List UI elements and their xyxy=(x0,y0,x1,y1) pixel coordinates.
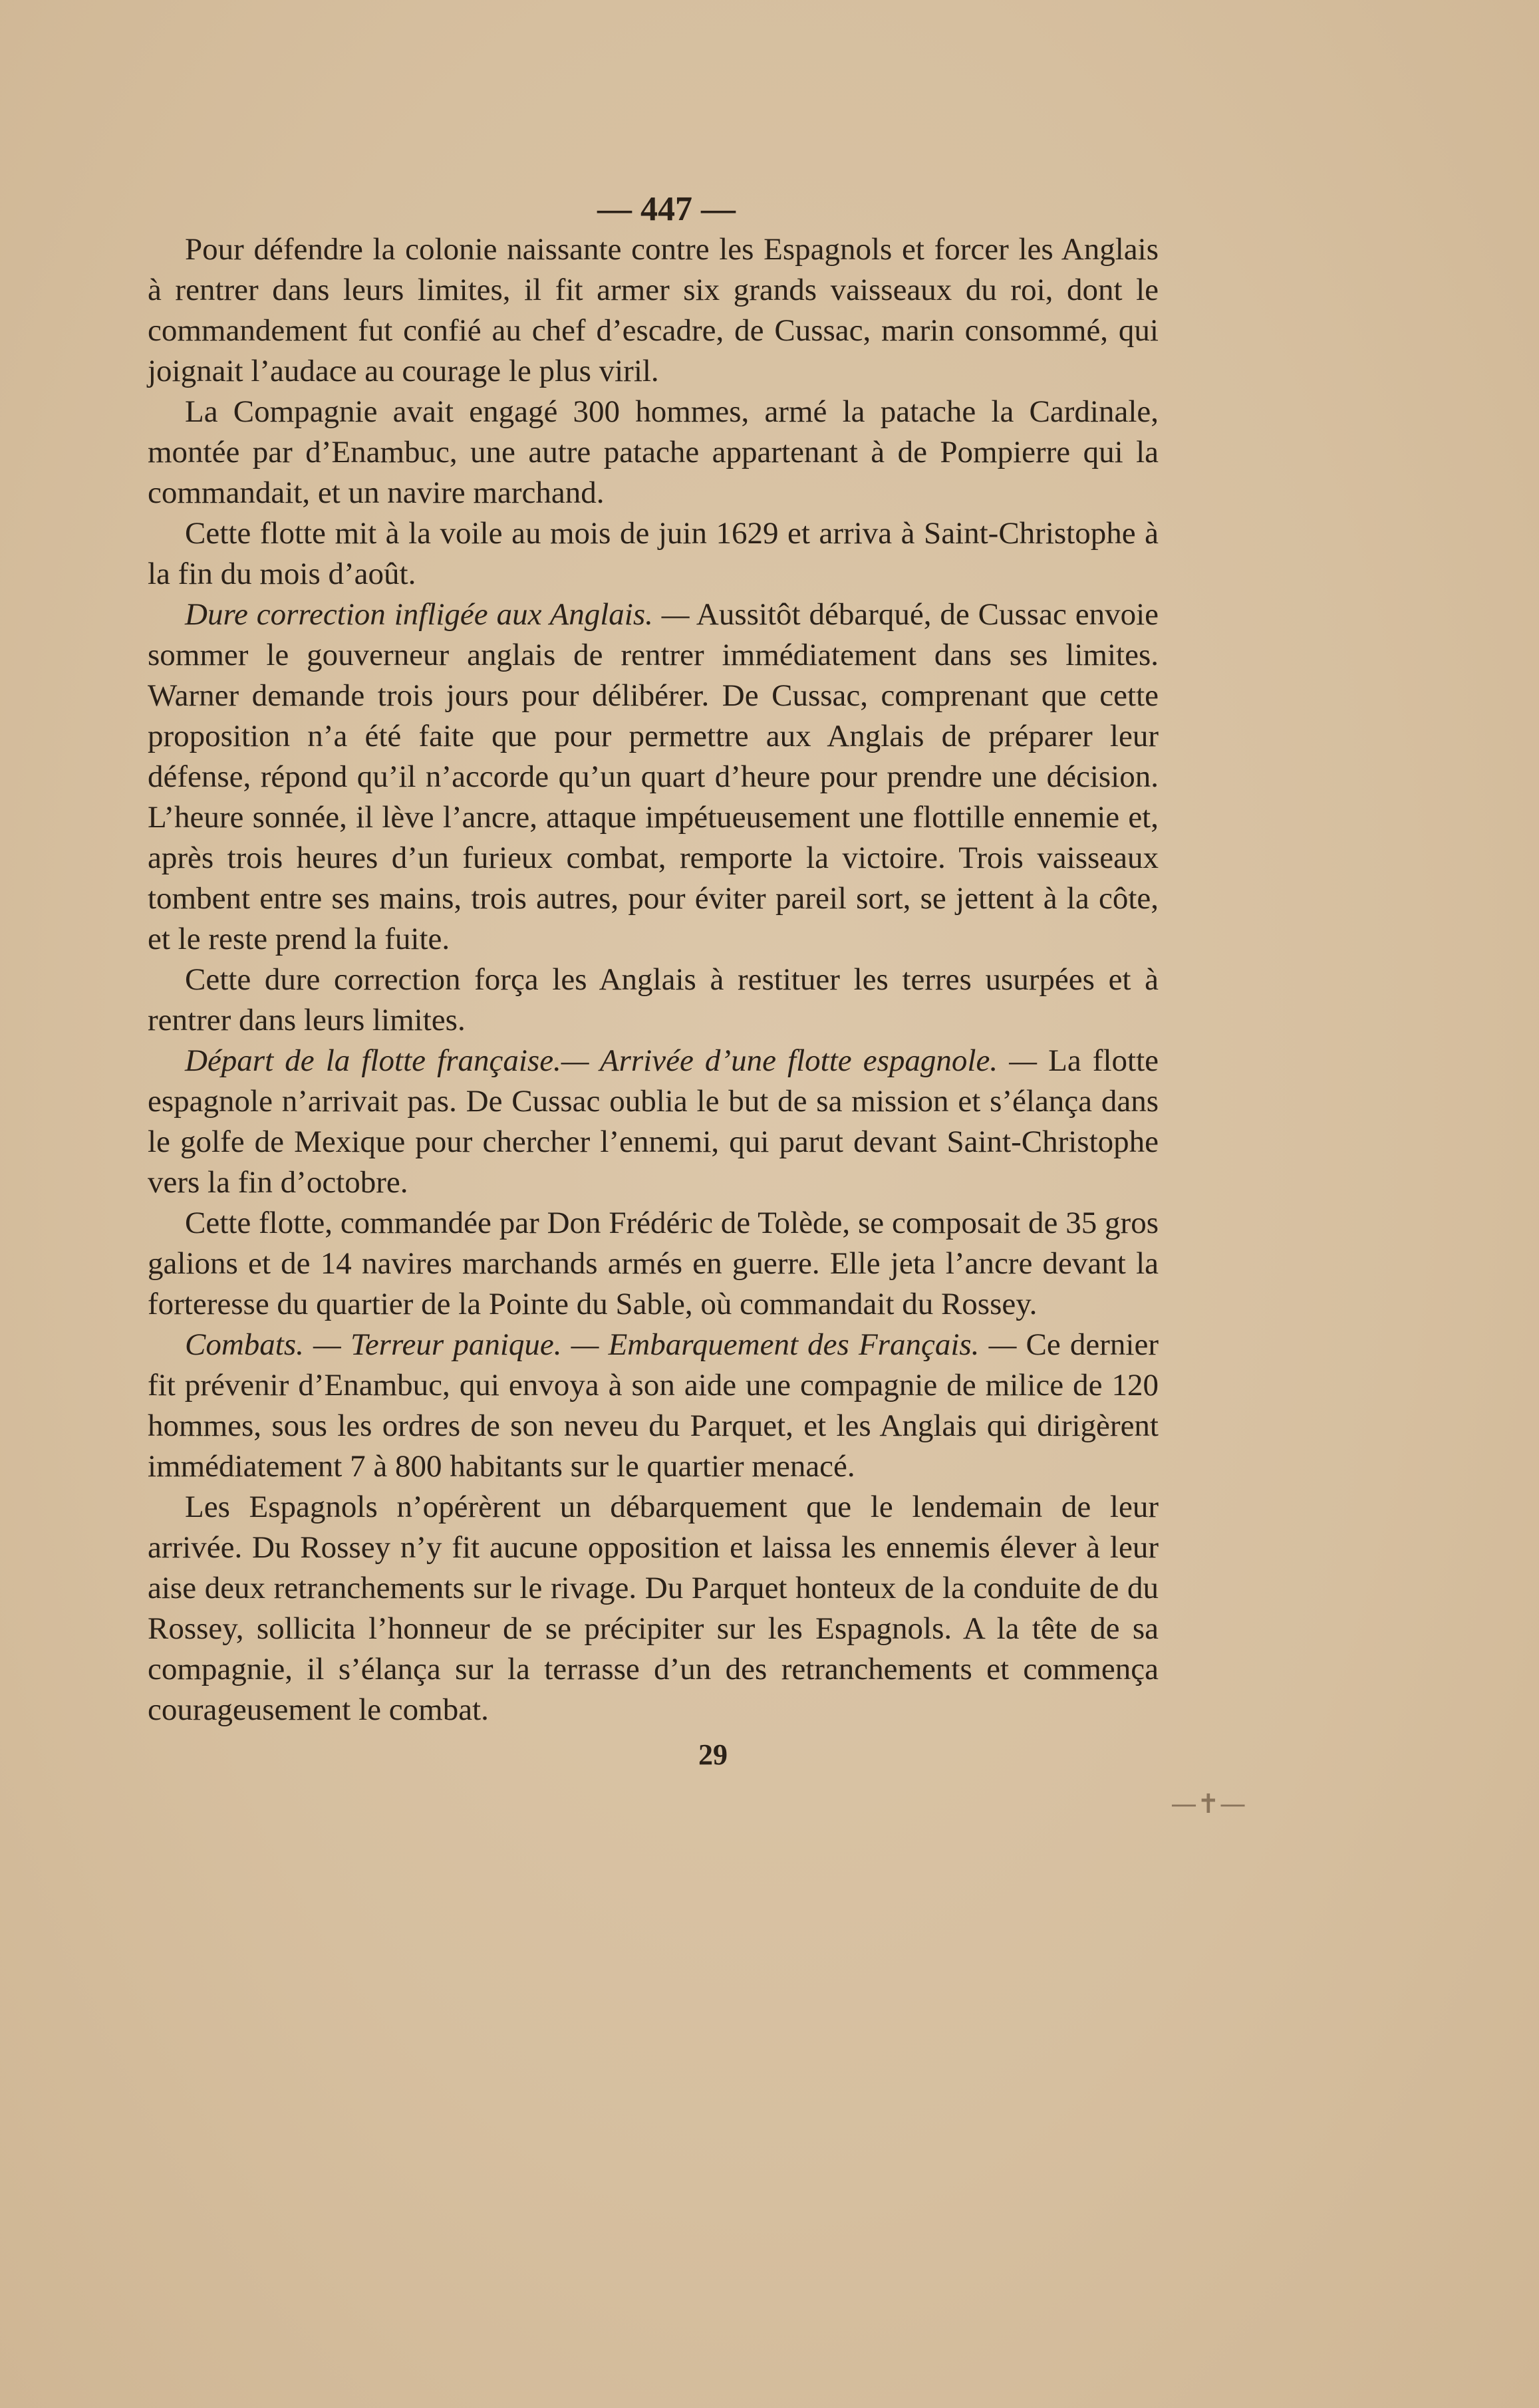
paragraph: Pour défendre la colonie naissante contre les Espagnols et forcer les Anglais à rentrer dans leurs limites, il fit armer six grands vaisseaux du roi, dont le commandement fut confié au chef d’escadre, de Cussac, marin consommé, qui joignait l’audace au courage le plus viril. xyxy=(148,232,1159,388)
section-heading: Combats. — Terreur panique. — Embarquement des Français. — xyxy=(185,1327,1017,1362)
paragraph: Cette flotte, commandée par Don Frédéric de Tolède, se composait de 35 gros galions et de 14 navires marchands armés en guerre. Elle jeta l’ancre devant la forteresse du quartier de la Pointe du Sable, où commandait du Rossey. xyxy=(148,1206,1159,1321)
margin-annotation-mark: —✝— xyxy=(1171,1789,1246,1819)
section-heading: Dure correction infligée aux Anglais. — xyxy=(185,597,690,632)
paragraph: Cette flotte mit à la voile au mois de juin 1629 et arriva à Saint-Christophe à la fin du mois d’août. xyxy=(148,516,1159,591)
paragraph: Combats. — Terreur panique. — Embarquement des Français. — Ce dernier fit prévenir d’Enambuc, qui envoya à son aide une compagnie de milice de 120 hommes, sous les ordres de son neveu du Parquet, et les Anglais qui dirigèrent immédiatement 7 à 800 habitants sur le quartier menacé. xyxy=(148,1327,1159,1484)
paragraph: Départ de la flotte française.— Arrivée d’une flotte espagnole. — La flotte espagnole n’arrivait pas. De Cussac oublia le but de sa mission et s’élança dans le golfe de Mexique pour chercher l’ennemi, qui parut devant Saint-Christophe vers la fin d’octobre. xyxy=(148,1043,1159,1200)
text-block xyxy=(148,190,1159,1775)
section-heading: Départ de la flotte française.— Arrivée d’une flotte espagnole. — xyxy=(185,1043,1037,1078)
page-number: — 447 — xyxy=(597,190,736,228)
paragraph: La Compagnie avait engagé 300 hommes, armé la patache la Cardinale, montée par d’Enambuc, une autre patache appartenant à de Pompierre qui la commandait, et un navire marchand. xyxy=(148,394,1159,510)
paragraph: Cette dure correction força les Anglais à restituer les terres usurpées et à rentrer dans leurs limites. xyxy=(148,962,1159,1037)
paragraph: Les Espagnols n’opérèrent un débarquement que le lendemain de leur arrivée. Du Rossey n’y fit aucune opposition et laissa les ennemis élever à leur aise deux retranchements sur le rivage. Du Parquet honteux de la conduite de du Rossey, sollicita l’honneur de se précipiter sur les Espagnols. A la tête de sa compagnie, il s’élança sur la terrasse d’un des retranchements et commença courageusement le combat. xyxy=(148,1490,1159,1727)
paragraph: Dure correction infligée aux Anglais. — Aussitôt débarqué, de Cussac envoie sommer le gouverneur anglais de rentrer immédiatement dans ses limites. Warner demande trois jours pour délibérer. De Cussac, comprenant que cette proposition n’a été faite que pour permettre aux Anglais de préparer leur défense, répond qu’il n’accorde qu’un quart d’heure pour prendre une décision. L’heure sonnée, il lève l’ancre, attaque impétueusement une flottille ennemie et, après trois heures d’un furieux combat, remporte la victoire. Trois vaisseaux tombent entre ses mains, trois autres, pour éviter pareil sort, se jettent à la côte, et le reste prend la fuite. xyxy=(148,597,1159,956)
signature-mark: 29 xyxy=(698,1738,728,1771)
